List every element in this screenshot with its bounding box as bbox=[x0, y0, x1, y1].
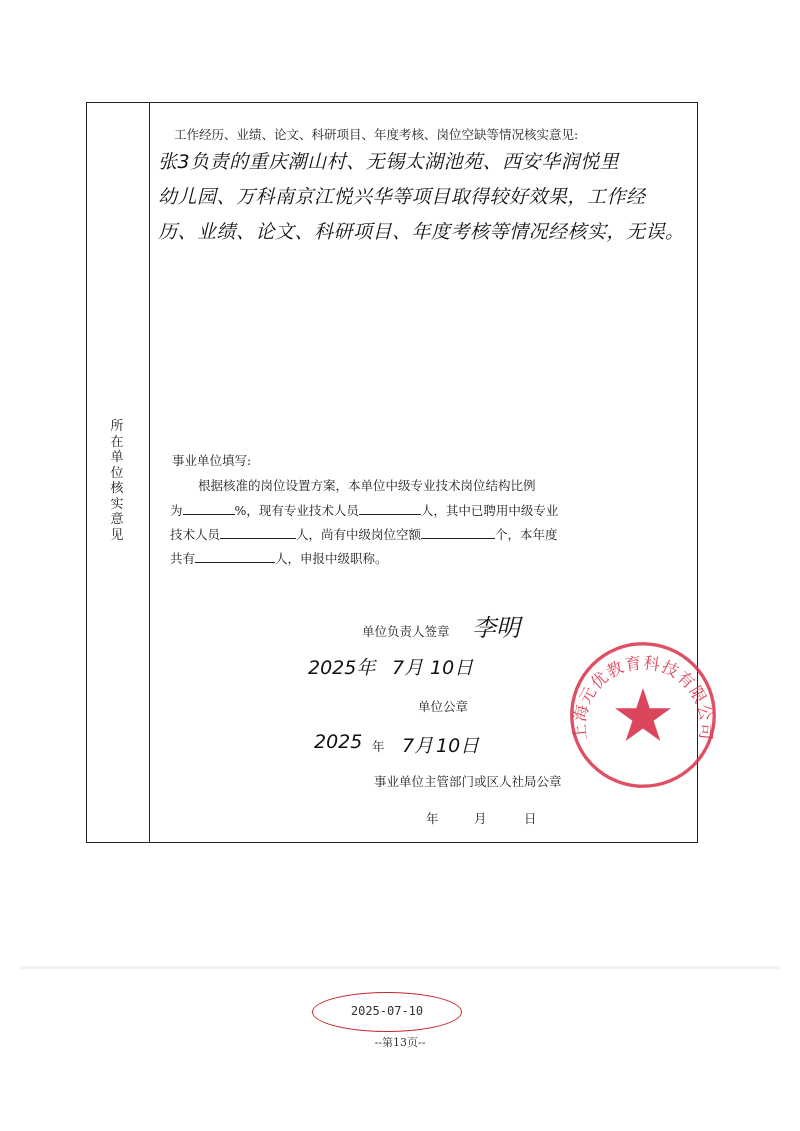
date2-month: 7月 bbox=[402, 735, 434, 757]
para-line-2-a: 为 bbox=[170, 503, 183, 518]
unit-seal-label: 单位公章 bbox=[418, 699, 469, 714]
para-line-4-a: 共有 bbox=[170, 551, 196, 566]
side-label-column bbox=[87, 103, 150, 842]
date3-day: 日 bbox=[524, 811, 537, 826]
para-line-4-b: 人，申报中级职称。 bbox=[275, 551, 388, 566]
applicant-count-blank[interactable] bbox=[195, 550, 275, 563]
date3-year: 年 bbox=[426, 811, 439, 826]
seal-star-icon bbox=[615, 688, 671, 741]
handwritten-line-3: 历、业绩、论文、科研项目、年度考核等情况经核实，无误。 bbox=[158, 221, 685, 243]
date2-year-unit: 年 bbox=[372, 739, 385, 754]
seal-text: 上海元优教育科技有限公司 bbox=[569, 653, 717, 742]
para-line-2-c: 人，其中已聘用中级专业 bbox=[420, 503, 559, 518]
leader-sign-label: 单位负责人签章 bbox=[362, 624, 450, 639]
date2-year: 2025 bbox=[314, 731, 363, 753]
fill-heading: 事业单位填写: bbox=[172, 453, 252, 468]
date1-month: 7月 bbox=[392, 657, 424, 679]
handwritten-line-2: 幼儿园、万科南京江悦兴华等项目取得较好效果，工作经 bbox=[158, 186, 646, 208]
ratio-blank[interactable] bbox=[183, 502, 235, 515]
scan-artifact-line bbox=[20, 966, 780, 969]
para-line-3-c: 个，本年度 bbox=[495, 527, 558, 542]
date3-month: 月 bbox=[474, 811, 487, 826]
para-line-1: 根据核准的岗位设置方案，本单位中级专业技术岗位结构比例 bbox=[198, 478, 536, 493]
handwritten-line-1: 张3负责的重庆潮山村、无锡太湖池苑、西安华润悦里 bbox=[158, 151, 620, 173]
staff-count-blank[interactable] bbox=[359, 502, 421, 515]
para-line-3 bbox=[170, 525, 558, 543]
date2-day: 10日 bbox=[436, 735, 480, 757]
stamp-date-text: 2025-07-10 bbox=[350, 1004, 424, 1018]
date1-year: 2025年 bbox=[308, 657, 376, 679]
verify-heading: 工作经历、业绩、论文、科研项目、年度考核、岗位空缺等情况核实意见: bbox=[174, 127, 579, 142]
date1-day: 10日 bbox=[430, 657, 474, 679]
para-line-2 bbox=[170, 501, 558, 519]
page-number: --第13页-- bbox=[374, 1036, 426, 1049]
company-seal bbox=[566, 638, 720, 792]
para-line-2-b: %，现有专业技术人员 bbox=[234, 503, 359, 518]
leader-signature: 李明 bbox=[472, 614, 520, 642]
para-line-4 bbox=[170, 549, 388, 567]
dept-seal-label: 事业单位主管部门或区人社局公章 bbox=[374, 774, 562, 789]
vacancy-blank[interactable] bbox=[421, 526, 495, 539]
side-label: 所在单位核实意见 bbox=[110, 419, 124, 543]
mid-staff-blank[interactable] bbox=[220, 526, 296, 539]
para-line-3-b: 人，尚有中级岗位空额 bbox=[296, 527, 422, 542]
date-stamp bbox=[312, 992, 462, 1032]
para-line-3-a: 技术人员 bbox=[170, 527, 221, 542]
